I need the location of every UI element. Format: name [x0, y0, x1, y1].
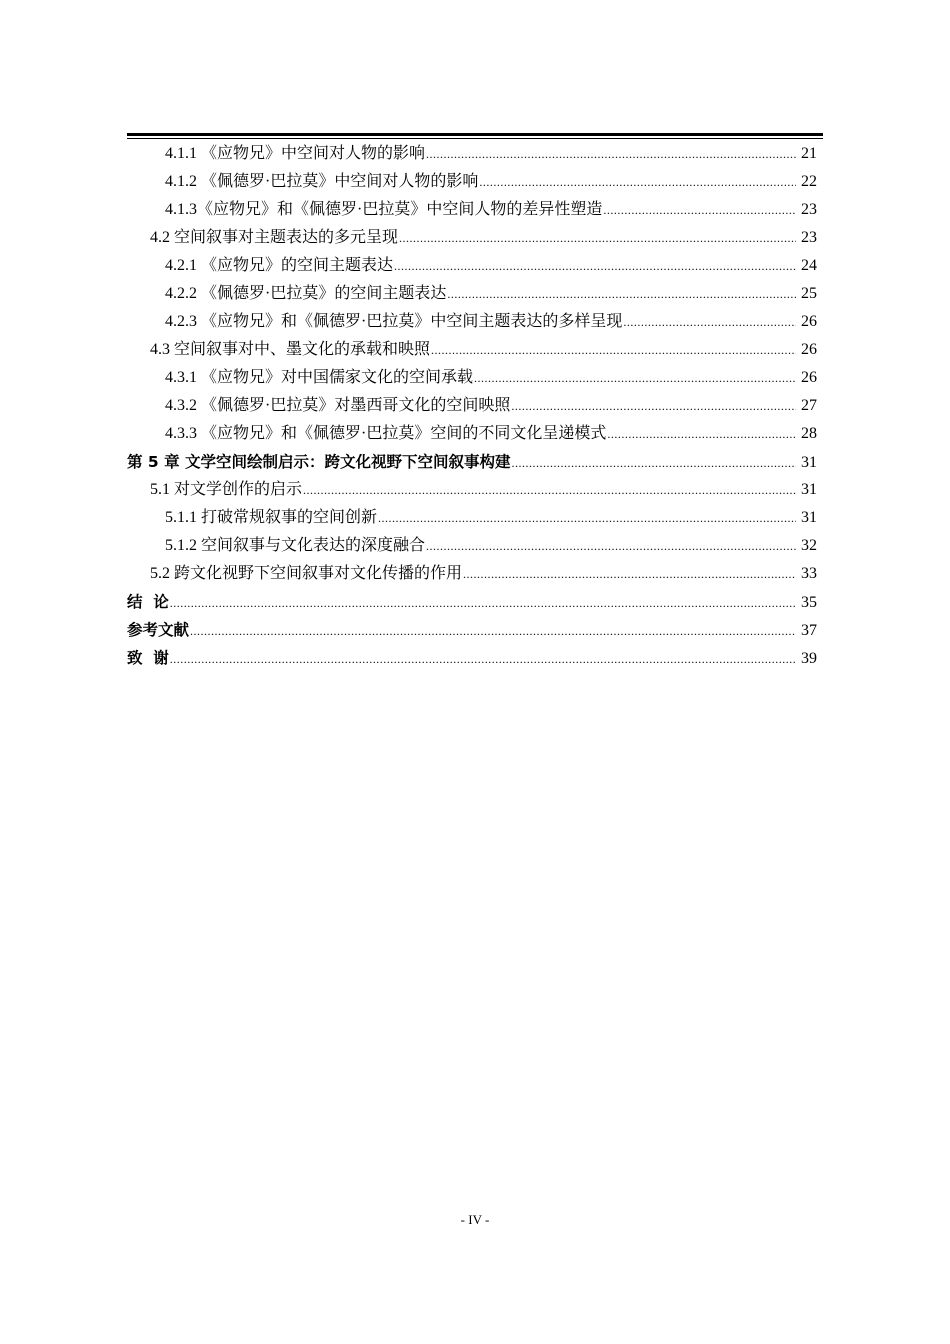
- toc-page-number: 21: [801, 145, 817, 162]
- toc-entry-4-1-3[interactable]: [127, 196, 817, 224]
- toc-page-number: 26: [801, 313, 817, 330]
- toc-entry-5-1-2[interactable]: [127, 532, 817, 560]
- toc-leader-dots: [170, 589, 796, 617]
- toc-page-number: 35: [801, 594, 817, 611]
- toc-entry-4-3[interactable]: [127, 336, 817, 364]
- toc-leader-dots: [511, 449, 796, 477]
- toc-page-number: 24: [801, 257, 817, 274]
- toc-entry-title: 结 论: [127, 593, 169, 611]
- toc-entry-chapter-5[interactable]: [127, 448, 817, 476]
- toc-entry-5-1-1[interactable]: [127, 504, 817, 532]
- toc-leader-dots: [463, 560, 796, 588]
- toc-entry-4-2-1[interactable]: [127, 252, 817, 280]
- toc-leader-dots: [603, 196, 796, 224]
- toc-entry-acknowledgements[interactable]: [127, 644, 817, 672]
- toc-leader-dots: [426, 532, 796, 560]
- toc-page-number: 23: [801, 201, 817, 218]
- page-number-footer: - IV -: [460, 1212, 490, 1227]
- toc-entry-4-3-3[interactable]: [127, 420, 817, 448]
- toc-page-number: 26: [801, 369, 817, 386]
- toc-page-number: 31: [801, 509, 817, 526]
- toc-page-number: 26: [801, 341, 817, 358]
- toc-entry-title: 4.2.1 《应物兄》的空间主题表达: [165, 257, 394, 274]
- table-of-contents: [127, 140, 817, 672]
- toc-entry-title: 参考文献: [127, 621, 190, 639]
- toc-entry-4-1-2[interactable]: [127, 168, 817, 196]
- toc-entry-title: 5.2 跨文化视野下空间叙事对文化传播的作用: [150, 565, 463, 582]
- toc-leader-dots: [303, 476, 796, 504]
- toc-entry-title: 4.2.3 《应物兄》和《佩德罗·巴拉莫》中空间主题表达的多样呈现: [165, 313, 623, 330]
- toc-page-number: 33: [801, 565, 817, 582]
- toc-page-number: 31: [801, 481, 817, 498]
- toc-entry-title: 4.1.2 《佩德罗·巴拉莫》中空间对人物的影响: [165, 173, 479, 190]
- toc-leader-dots: [426, 140, 796, 168]
- toc-entry-4-3-1[interactable]: [127, 364, 817, 392]
- toc-leader-dots: [431, 336, 796, 364]
- toc-entry-title: 4.3.1 《应物兄》对中国儒家文化的空间承载: [165, 369, 474, 386]
- toc-entry-title: 5.1.2 空间叙事与文化表达的深度融合: [165, 537, 426, 554]
- toc-entry-conclusion[interactable]: [127, 588, 817, 616]
- toc-entry-title: 4.2 空间叙事对主题表达的多元呈现: [150, 229, 399, 246]
- toc-entry-references[interactable]: [127, 616, 817, 644]
- toc-page-number: 23: [801, 229, 817, 246]
- toc-entry-title: 4.3.3 《应物兄》和《佩德罗·巴拉莫》空间的不同文化呈递模式: [165, 425, 607, 442]
- toc-page-number: 39: [801, 650, 817, 667]
- toc-entry-title: 5.1 对文学创作的启示: [150, 481, 303, 498]
- toc-entry-title: 4.1.3《应物兄》和《佩德罗·巴拉莫》中空间人物的差异性塑造: [165, 201, 603, 218]
- toc-page-number: 32: [801, 537, 817, 554]
- toc-entry-5-1[interactable]: [127, 476, 817, 504]
- toc-leader-dots: [399, 224, 796, 252]
- toc-leader-dots: [474, 364, 796, 392]
- toc-leader-dots: [623, 308, 796, 336]
- toc-entry-4-2-2[interactable]: [127, 280, 817, 308]
- toc-leader-dots: [447, 280, 796, 308]
- toc-page-number: 25: [801, 285, 817, 302]
- toc-page-number: 22: [801, 173, 817, 190]
- toc-leader-dots: [170, 645, 796, 673]
- header-rule-thin: [127, 138, 823, 139]
- toc-leader-dots: [394, 252, 796, 280]
- toc-page-number: 27: [801, 397, 817, 414]
- toc-leader-dots: [479, 168, 796, 196]
- toc-entry-4-3-2[interactable]: [127, 392, 817, 420]
- toc-entry-5-2[interactable]: [127, 560, 817, 588]
- toc-entry-4-2-3[interactable]: [127, 308, 817, 336]
- toc-entry-title: 4.3.2 《佩德罗·巴拉莫》对墨西哥文化的空间映照: [165, 397, 511, 414]
- toc-page-number: 37: [801, 622, 817, 639]
- toc-leader-dots: [190, 617, 796, 645]
- toc-leader-dots: [378, 504, 796, 532]
- toc-entry-4-2[interactable]: [127, 224, 817, 252]
- toc-entry-title: 致 谢: [127, 649, 169, 667]
- toc-entry-title: 第 5 章 文学空间绘制启示：跨文化视野下空间叙事构建: [127, 453, 511, 471]
- toc-entry-title: 4.3 空间叙事对中、墨文化的承载和映照: [150, 341, 431, 358]
- toc-page-number: 31: [801, 454, 817, 471]
- toc-entry-title: 4.1.1 《应物兄》中空间对人物的影响: [165, 145, 426, 162]
- toc-leader-dots: [607, 420, 796, 448]
- header-rule-thick: [127, 133, 823, 136]
- toc-leader-dots: [511, 392, 796, 420]
- toc-entry-4-1-1[interactable]: [127, 140, 817, 168]
- toc-entry-title: 4.2.2 《佩德罗·巴拉莫》的空间主题表达: [165, 285, 447, 302]
- toc-page-number: 28: [801, 425, 817, 442]
- toc-entry-title: 5.1.1 打破常规叙事的空间创新: [165, 509, 378, 526]
